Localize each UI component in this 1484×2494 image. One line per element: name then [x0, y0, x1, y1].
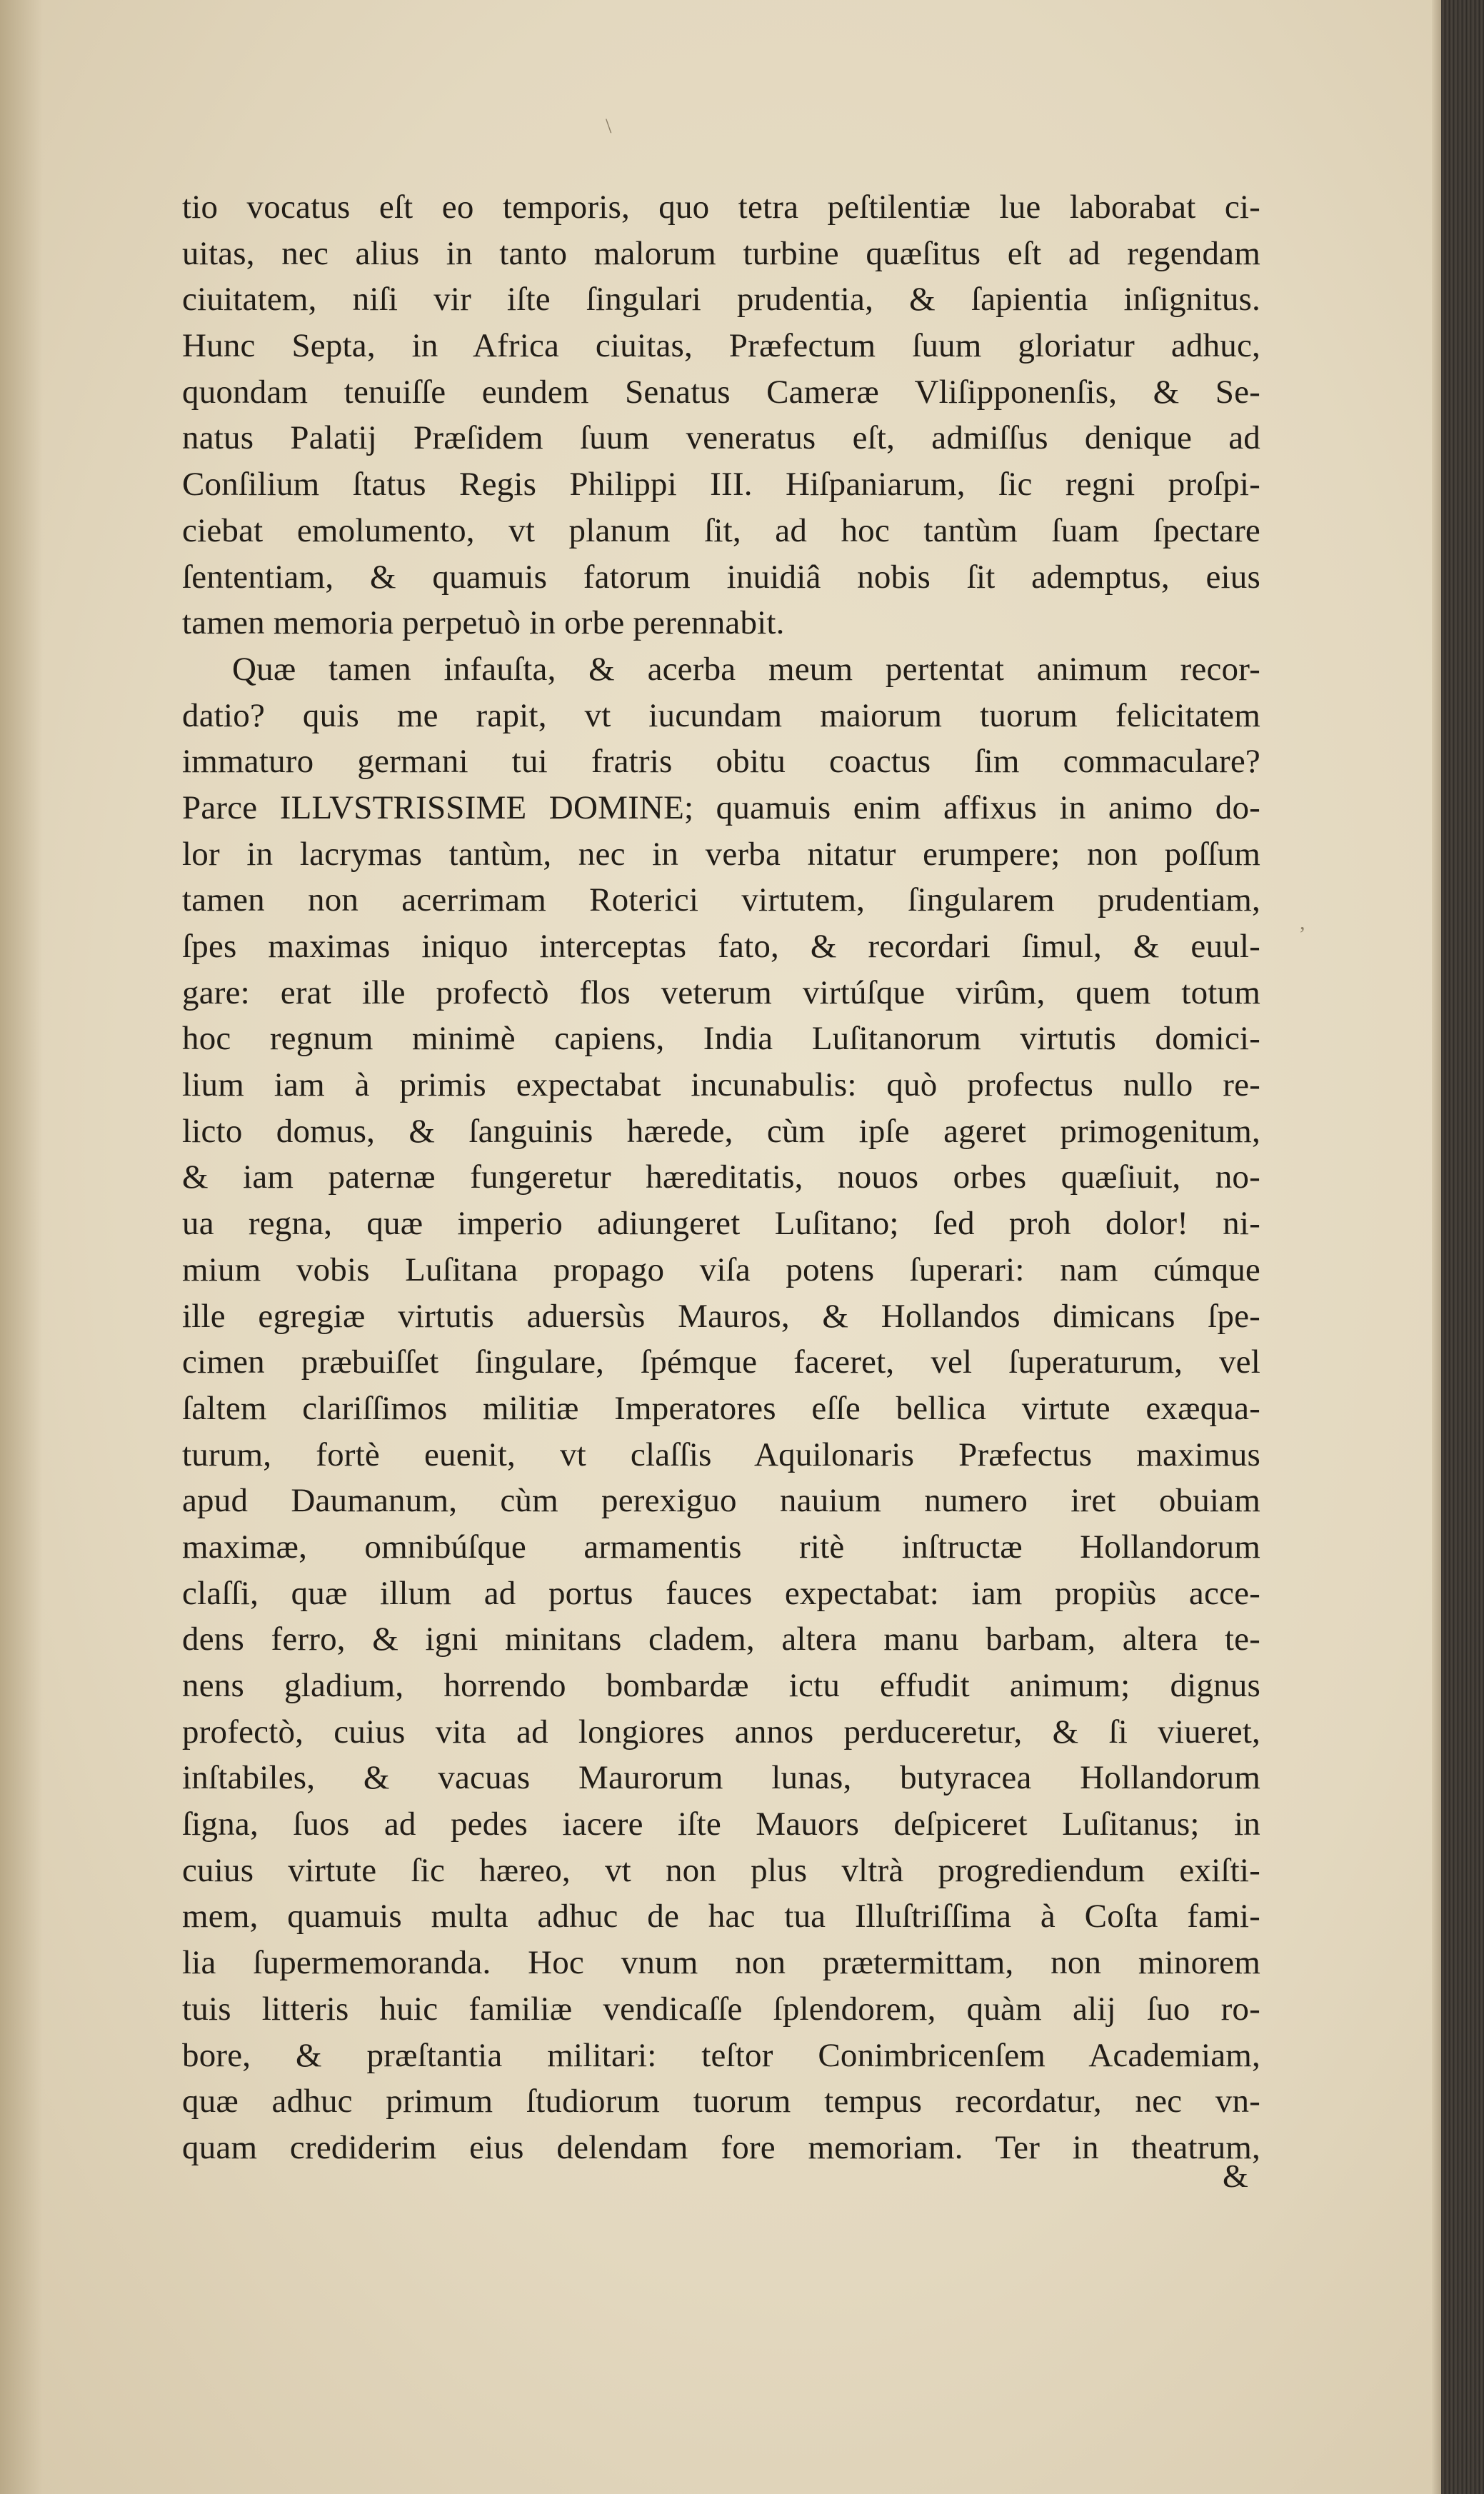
text-line: quæ adhuc primum ſtudiorum tuorum tempus recordatur, nec vn-	[182, 2083, 1260, 2120]
text-line: quam crediderim eius delendam fore memoriam. Ter in theatrum,	[182, 2128, 1260, 2166]
text-line: quondam tenuiſſe eundem Senatus Cameræ Vliſipponenſis, & Se-	[182, 373, 1260, 411]
text-line: claſſi, quæ illum ad portus fauces expectabat: iam propiùs acce-	[182, 1574, 1260, 1612]
binding-shadow	[0, 0, 43, 2494]
text-line: immaturo germani tui fratris obitu coactus ſim commaculare?	[182, 743, 1260, 781]
body-text	[182, 184, 1260, 2171]
text-line: Conſilium ſtatus Regis Philippi III. Hiſpaniarum, ſic regni proſpi-	[182, 466, 1260, 504]
text-line: maximæ, omnibúſque armamentis ritè inſtructæ Hollandorum	[182, 1528, 1260, 1566]
text-line: & iam paternæ fungeretur hæreditatis, nouos orbes quæſiuit, no-	[182, 1158, 1260, 1196]
text-line: nens gladium, horrendo bombardæ ictu effudit animum; dignus	[182, 1667, 1260, 1704]
text-line: ſententiam, & quamuis fatorum inuidiâ nobis ſit ademptus, eius	[182, 558, 1260, 596]
catchword: &	[1223, 2158, 1248, 2194]
text-line: lor in lacrymas tantùm, nec in verba nitatur erumpere; non poſſum	[182, 835, 1260, 873]
text-line: lium iam à primis expectabat incunabulis: quò profectus nullo re-	[182, 1066, 1260, 1104]
text-line: ua regna, quæ imperio adiungeret Luſitano; ſed proh dolor! ni-	[182, 1205, 1260, 1243]
text-line: hoc regnum minimè capiens, India Luſitanorum virtutis domici-	[182, 1020, 1260, 1058]
text-line: inſtabiles, & vacuas Maurorum lunas, butyracea Hollandorum	[182, 1759, 1260, 1797]
text-line: ſaltem clariſſimos militiæ Imperatores eſſe bellica virtute exæqua-	[182, 1389, 1260, 1427]
paragraph-start-line: Quæ tamen infauſta, & acerba meum pertentat animum recor-	[232, 650, 1260, 688]
text-line: licto domus, & ſanguinis hærede, cùm ipſe ageret primogenitum,	[182, 1112, 1260, 1150]
text-line: tamen memoria perpetuò in orbe perennabit.	[182, 604, 785, 642]
text-line: mium vobis Luſitana propago viſa potens ſuperari: nam cúmque	[182, 1251, 1260, 1288]
text-line: datio? quis me rapit, vt iucundam maiorum tuorum felicitatem	[182, 696, 1260, 734]
text-line: Parce ILLVSTRISSIME DOMINE; quamuis enim affixus in animo do-	[182, 788, 1260, 826]
text-line: ſigna, ſuos ad pedes iacere iſte Mauors deſpiceret Luſitanus; in	[182, 1806, 1260, 1843]
text-line: lia ſupermemoranda. Hoc vnum non prætermittam, non minorem	[182, 1944, 1260, 1982]
paper-speck: \	[606, 114, 612, 138]
paper-speck: ,	[1300, 911, 1305, 934]
text-line: turum, fortè euenit, vt claſſis Aquilonaris Præfectus maximus	[182, 1436, 1260, 1473]
text-line: tamen non acerrimam Roterici virtutem, ſingularem prudentiam,	[182, 881, 1260, 919]
text-line: profectò, cuius vita ad longiores annos perduceretur, & ſi viueret,	[182, 1713, 1260, 1751]
text-line: ciebat emolumento, vt planum ſit, ad hoc tantùm ſuam ſpectare	[182, 511, 1260, 549]
text-line: mem, quamuis multa adhuc de hac tua Illuſtriſſima à Coſta fami-	[182, 1898, 1260, 1935]
book-fore-edge	[1441, 0, 1484, 2494]
text-line: tuis litteris huic familiæ vendicaſſe ſplendorem, quàm alij ſuo ro-	[182, 1990, 1260, 2028]
text-line: gare: erat ille profectò flos veterum virtúſque virûm, quem totum	[182, 973, 1260, 1011]
text-line: bore, & præſtantia militari: teſtor Conimbricenſem Academiam,	[182, 2036, 1260, 2074]
text-line: ciuitatem, niſi vir iſte ſingulari prudentia, & ſapientia inſignitus.	[182, 281, 1260, 319]
text-line: natus Palatij Præſidem ſuum veneratus eſt, admiſſus denique ad	[182, 419, 1260, 457]
text-line: Hunc Septa, in Africa ciuitas, Præfectum ſuum gloriatur adhuc,	[182, 327, 1260, 365]
text-line: tio vocatus eſt eo temporis, quo tetra peſtilentiæ lue laborabat ci-	[182, 189, 1260, 226]
text-line: cuius virtute ſic hæreo, vt non plus vltrà progrediendum exiſti-	[182, 1851, 1260, 1889]
text-line: dens ferro, & igni minitans cladem, altera manu barbam, altera te-	[182, 1621, 1260, 1658]
text-line: ille egregiæ virtutis aduersùs Mauros, & Hollandos dimicans ſpe-	[182, 1297, 1260, 1335]
text-line: cimen præbuiſſet ſingulare, ſpémque faceret, vel ſuperaturum, vel	[182, 1343, 1260, 1381]
text-line: uitas, nec alius in tanto malorum turbine quæſitus eſt ad regendam	[182, 234, 1260, 272]
text-line: ſpes maximas iniquo interceptas fato, & recordari ſimul, & euul-	[182, 928, 1260, 965]
text-line: apud Daumanum, cùm perexiguo nauium numero iret obuiam	[182, 1482, 1260, 1520]
